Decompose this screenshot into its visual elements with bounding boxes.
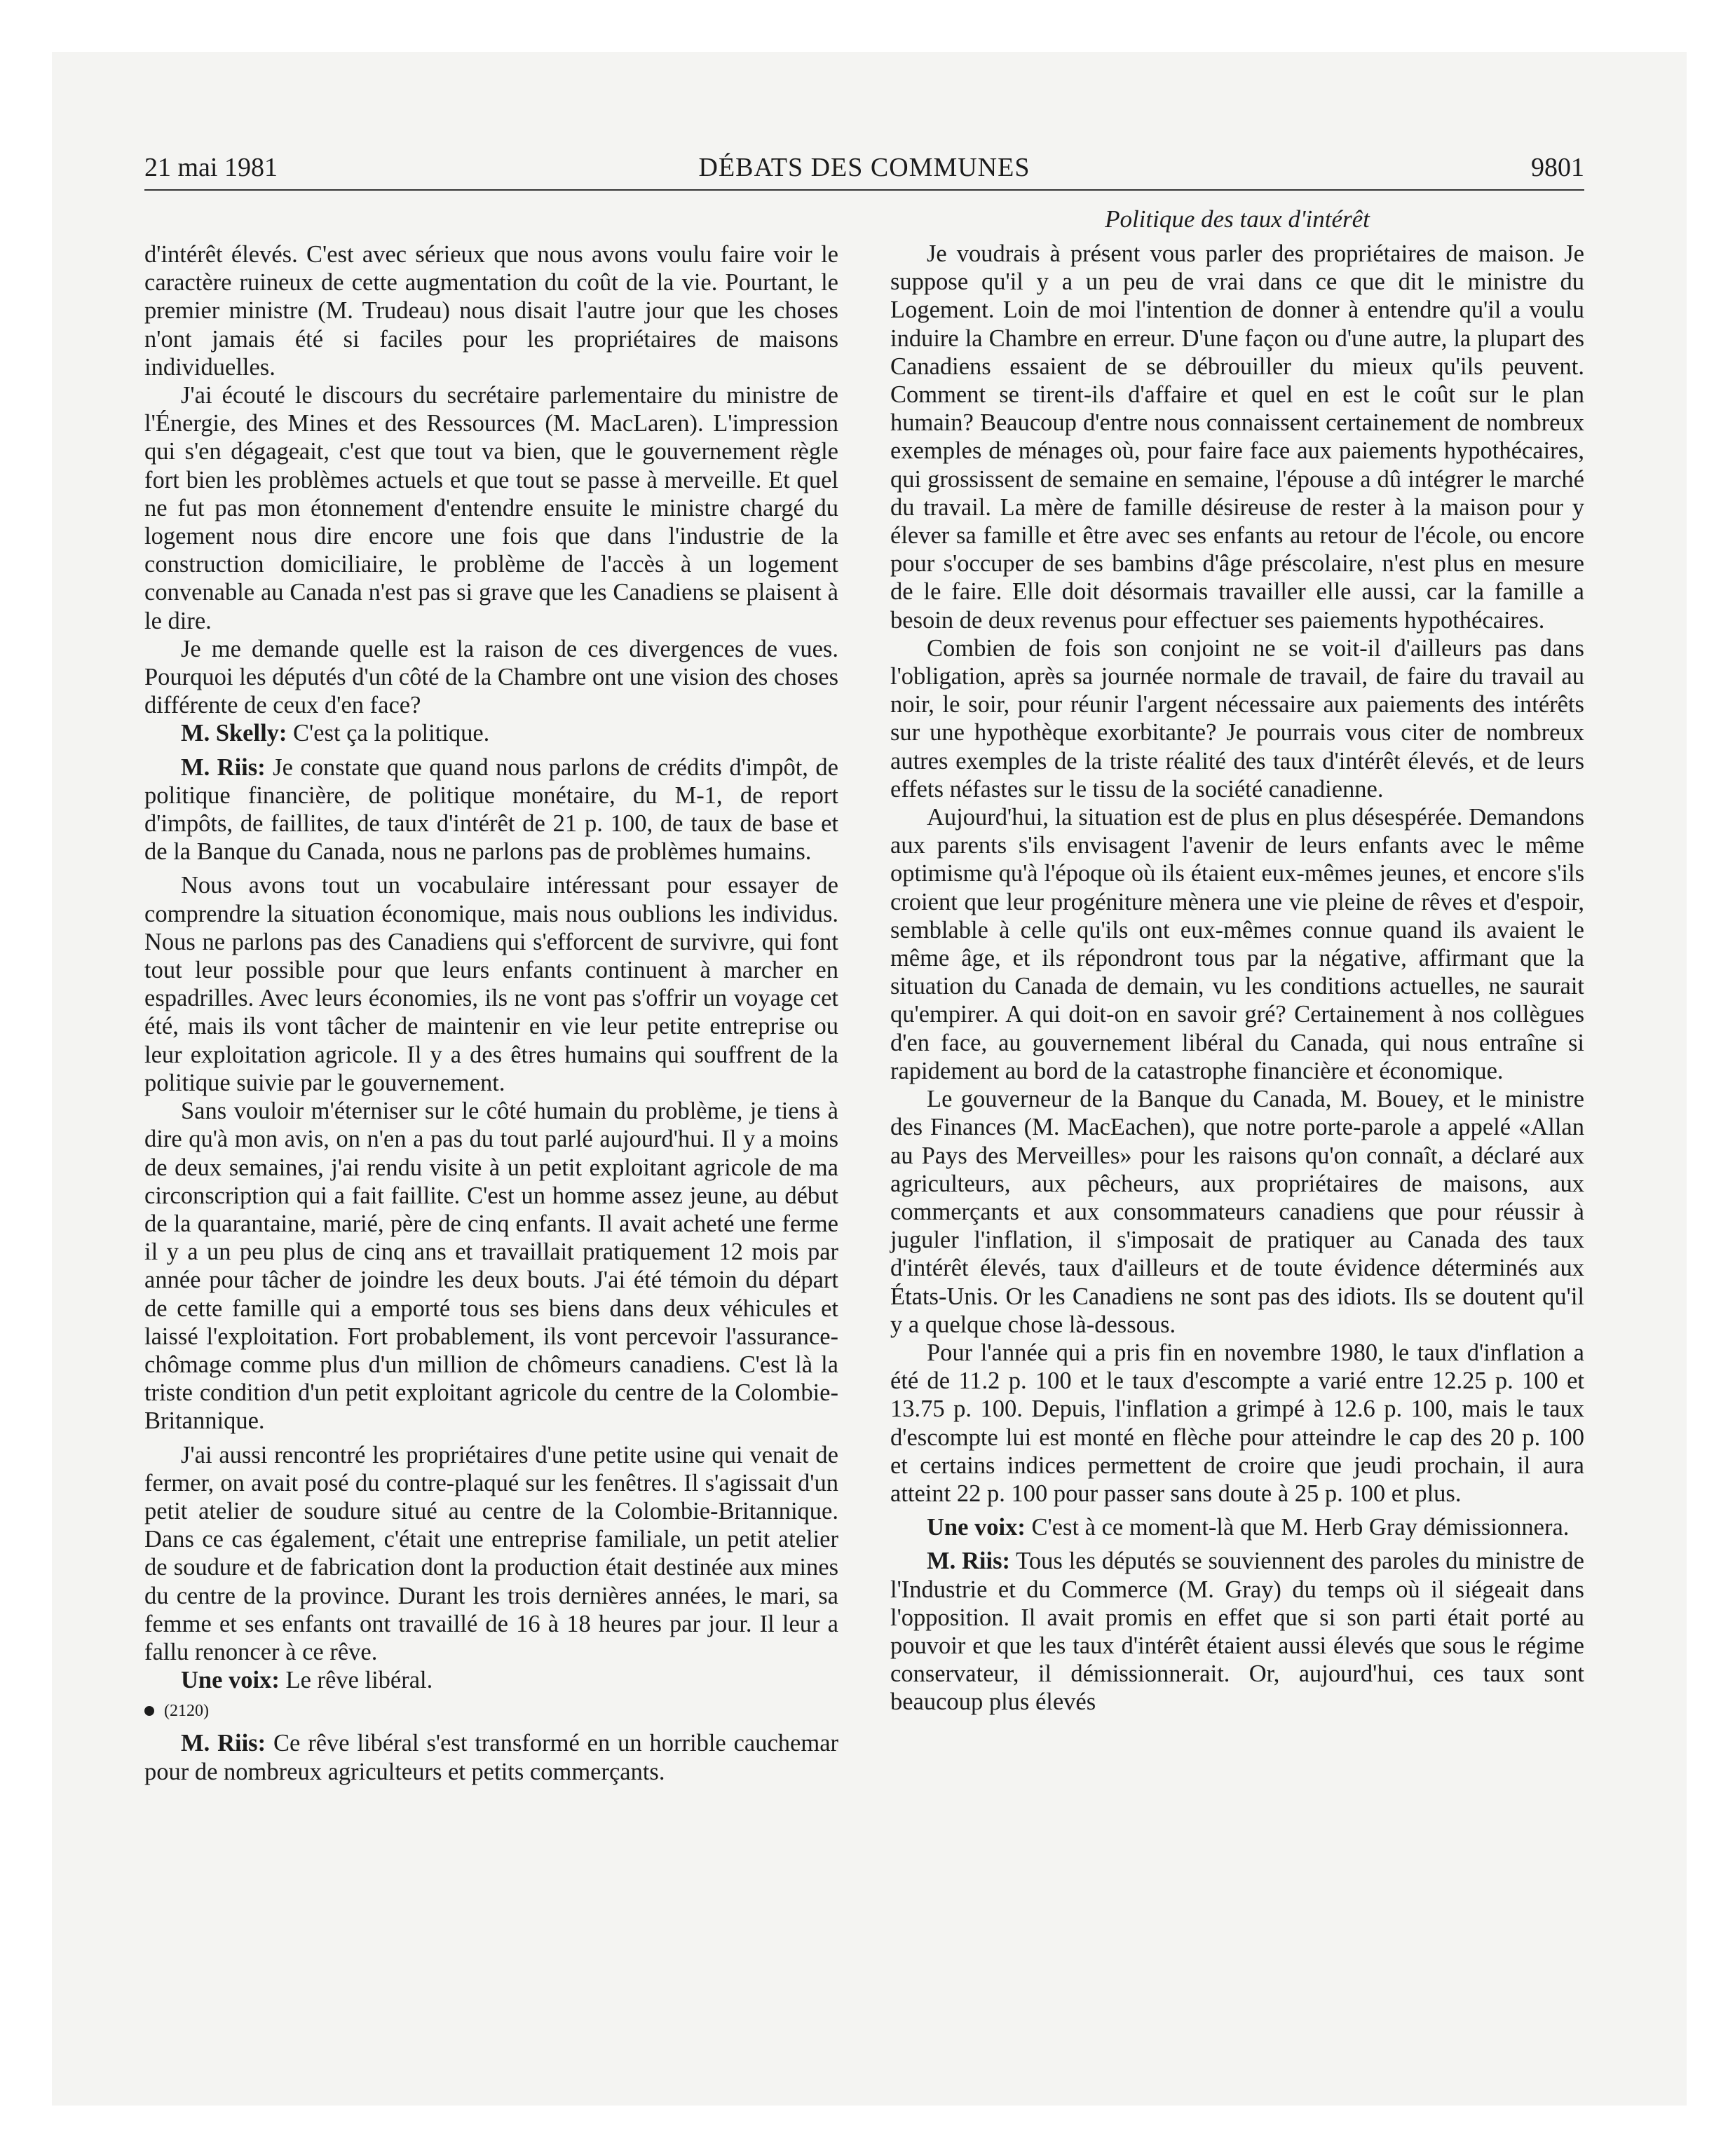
section-title: Politique des taux d'intérêt bbox=[1105, 205, 1370, 233]
paragraph: Le gouverneur de la Banque du Canada, M. Bouey, et le ministre des Finances (M. MacEachen), que notre porte-parole a appelé «Allan au Pays des Merveilles» pour les raisons qu'on connaît, a déclaré aux agriculteurs, aux pêcheurs, aux propriétaires de maisons, aux commerçants et aux consommateurs canadiens que pour réussir à juguler l'inflation, il s'imposait de pratiquer au Canada des taux d'intérêt élevés, taux d'ailleurs et de toute évidence déterminés aux États-Unis. Or les Canadiens ne sont pas des idiots. Ils se doutent qu'il y a quelque chose là-dessous. bbox=[890, 1086, 1584, 1338]
bullet-icon bbox=[144, 1706, 154, 1716]
paragraph: Je me demande quelle est la raison de ces divergences de vues. Pourquoi les députés d'un côté de la Chambre ont une vision des choses différente de ceux d'en face? bbox=[144, 635, 838, 719]
speech-text: C'est à ce moment-là que M. Herb Gray démissionnera. bbox=[1025, 1514, 1570, 1541]
time-marker bbox=[144, 1697, 838, 1725]
paragraph: Je voudrais à présent vous parler des propriétaires de maison. Je suppose qu'il y a un peu de vrai dans ce que dit le ministre du Logement. Loin de moi l'intention de donner à entendre qu'il a voulu induire la Chambre en erreur. D'une façon ou d'une autre, la plupart des Canadiens essaient de se débrouiller du mieux qu'ils peuvent. Comment se tirent-ils d'affaire et quel en est le coût sur le plan humain? Beaucoup d'entre nous connaissent certainement de nombreux exemples de ménages où, pour faire face aux paiements hypothécaires, qui grossissent de semaine en semaine, l'épouse a dû intégrer le marché du travail. La mère de famille désireuse de rester à la maison pour y élever sa famille et être avec ses enfants au retour de l'école, ou encore pour s'occuper de ses bambins d'âge préscolaire, n'est plus en mesure de le faire. Elle doit désormais travailler elle aussi, car la famille a besoin de deux revenus pour effectuer ses paiements hypothécaires. bbox=[890, 240, 1584, 634]
speech-text: Tous les députés se souviennent des paroles du ministre de l'Industrie et du Commerce (M. Gray) du temps où il siégeait dans l'opposition. Il avait promis en effet que si son parti était porté au pouvoir et que les taux d'intérêt étaient aussi élevés que sous le régime conservateur, il démissionnerait. Or, aujourd'hui, ces taux sont beaucoup plus élevés bbox=[890, 1548, 1584, 1716]
page-header bbox=[144, 150, 1584, 191]
paragraph: Sans vouloir m'éterniser sur le côté humain du problème, je tiens à dire qu'à mon avis, on n'en a pas du tout parlé aujourd'hui. Il y a moins de deux semaines, j'ai rendu visite à un petit exploitant agricole de ma circonscription qui a fait faillite. C'est un homme assez jeune, au début de la quarantaine, marié, père de cinq enfants. Il avait acheté une ferme il y a un peu plus de cinq ans et travaillait pratiquement 12 mois par année pour tâcher de joindre les deux bouts. J'ai été témoin du départ de cette famille qui a emporté tous ses biens dans deux véhicules et laissé l'exploitation. Fort probablement, ils vont percevoir l'assurance-chômage comme plus d'un million de chômeurs canadiens. C'est là la triste condition d'un petit exploitant agricole du centre de la Colombie-Britannique. bbox=[144, 1098, 838, 1435]
paragraph: Nous avons tout un vocabulaire intéressant pour essayer de comprendre la situation économique, mais nous oublions les individus. Nous ne parlons pas des Canadiens qui s'efforcent de survivre, qui font tout leur possible pour que leurs enfants continuent à marcher en espadrilles. Avec leurs économies, ils ne vont pas s'offrir un voyage cet été, mais ils vont tâcher de maintenir en vie leur petite entreprise ou leur exploitation agricole. Il y a des êtres humains qui souffrent de la politique suivie par le gouvernement. bbox=[144, 872, 838, 1096]
speech-text: Le rêve libéral. bbox=[279, 1667, 433, 1694]
paragraph bbox=[144, 1666, 838, 1694]
header-date: 21 mai 1981 bbox=[144, 153, 278, 182]
page-number: 9801 bbox=[1531, 153, 1584, 182]
speaker-name: M. Skelly: bbox=[181, 720, 287, 747]
speech-text: C'est ça la politique. bbox=[287, 720, 490, 747]
paragraph: Combien de fois son conjoint ne se voit-il d'ailleurs pas dans l'obligation, après sa journée normale de travail, de faire du travail au noir, le soir, pour réunir l'argent nécessaire aux paiements des intérêts sur une hypothèque exorbitante? Je pourrais vous citer de nombreux autres exemples de la triste réalité des taux d'intérêt élevés, et de leurs effets néfastes sur le tissu de la société canadienne. bbox=[890, 634, 1584, 803]
speaker-name: Une voix: bbox=[927, 1514, 1026, 1541]
paragraph: J'ai aussi rencontré les propriétaires d'une petite usine qui venait de fermer, on avait posé du contre-plaqué sur les fenêtres. Il s'agissait d'un petit atelier de soudure situé au centre de la Colombie-Britannique. Dans ce cas également, c'était une entreprise familiale, un petit atelier de soudure et de fabrication dont la production était destinée aux mines du centre de la province. Durant les trois dernières années, le mari, sa femme et ses enfants ont travaillé de 16 à 18 heures par jour. Il leur a fallu renoncer à ce rêve. bbox=[144, 1441, 838, 1665]
paragraph bbox=[890, 1513, 1584, 1541]
speaker-name: Une voix: bbox=[181, 1667, 280, 1694]
paragraph bbox=[890, 1547, 1584, 1716]
speech-text: Ce rêve libéral s'est transformé en un horrible cauchemar pour de nombreux agriculteurs et petits commerçants. bbox=[144, 1730, 838, 1785]
speaker-name: M. Riis: bbox=[927, 1548, 1010, 1575]
header-title: DÉBATS DES COMMUNES bbox=[698, 153, 1030, 182]
speaker-name: M. Riis: bbox=[181, 1730, 266, 1757]
paragraph bbox=[144, 719, 838, 747]
paragraph: d'intérêt élevés. C'est avec sérieux que nous avons voulu faire voir le caractère ruineux de cette augmentation du coût de la vie. Pourtant, le premier ministre (M. Trudeau) nous disait l'autre jour que les choses n'ont jamais été si faciles pour les propriétaires de maisons individuelles. bbox=[144, 241, 838, 381]
paragraph: Pour l'année qui a pris fin en novembre 1980, le taux d'inflation a été de 11.2 p. 100 et le taux d'escompte a varié entre 12.25 p. 100 et 13.75 p. 100. Depuis, l'inflation a grimpé à 12.6 p. 100, mais le taux d'escompte lui est monté en flèche pour atteindre le cap des 20 p. 100 et certains indices permettent de croire que jeudi prochain, il aura atteint 22 p. 100 pour passer sans doute à 25 p. 100 et plus. bbox=[890, 1339, 1584, 1507]
paragraph bbox=[144, 753, 838, 866]
time-marker-text: (2120) bbox=[164, 1702, 209, 1721]
paragraph bbox=[144, 1729, 838, 1785]
speaker-name: M. Riis: bbox=[181, 753, 266, 781]
speech-text: Je constate que quand nous parlons de crédits d'impôt, de politique financière, de politique monétaire, du M-1, de report d'impôts, de faillites, de taux d'intérêt de 21 p. 100, de taux de base et de la Banque du Canada, nous ne parlons pas de problèmes humains. bbox=[144, 753, 838, 866]
left-column bbox=[144, 240, 838, 1786]
paragraph: J'ai écouté le discours du secrétaire parlementaire du ministre de l'Énergie, des Mines et des Ressources (M. MacLaren). L'impression qui s'en dégageait, c'est que tout va bien, que le gouvernement règle fort bien les problèmes actuels et que tout se passe à merveille. Et quel ne fut pas mon étonnement d'entendre ensuite le ministre chargé du logement nous dire encore une fois que dans l'industrie de la construction domiciliaire, le problème de l'accès à un logement convenable au Canada n'est pas si grave que les Canadiens se plaisent à le dire. bbox=[144, 382, 838, 634]
right-column bbox=[890, 203, 1584, 1717]
paragraph: Aujourd'hui, la situation est de plus en plus désespérée. Demandons aux parents s'ils envisagent l'avenir de leurs enfants avec le même optimisme qu'à l'époque où ils étaient eux-mêmes jeunes, et encore s'ils croient que leur progéniture mènera une vie pleine de rêves et d'espoir, semblable à celle qu'ils ont eux-mêmes connue quand ils avaient le même âge, et ils répondront tous par la négative, affirmant que la situation du Canada de demain, vu les conditions actuelles, ne saurait qu'empirer. A qui doit-on en savoir gré? Certainement à nos collègues d'en face, au gouvernement libéral du Canada, qui nous entraîne si rapidement au bord de la catastrophe financière et économique. bbox=[890, 804, 1584, 1084]
